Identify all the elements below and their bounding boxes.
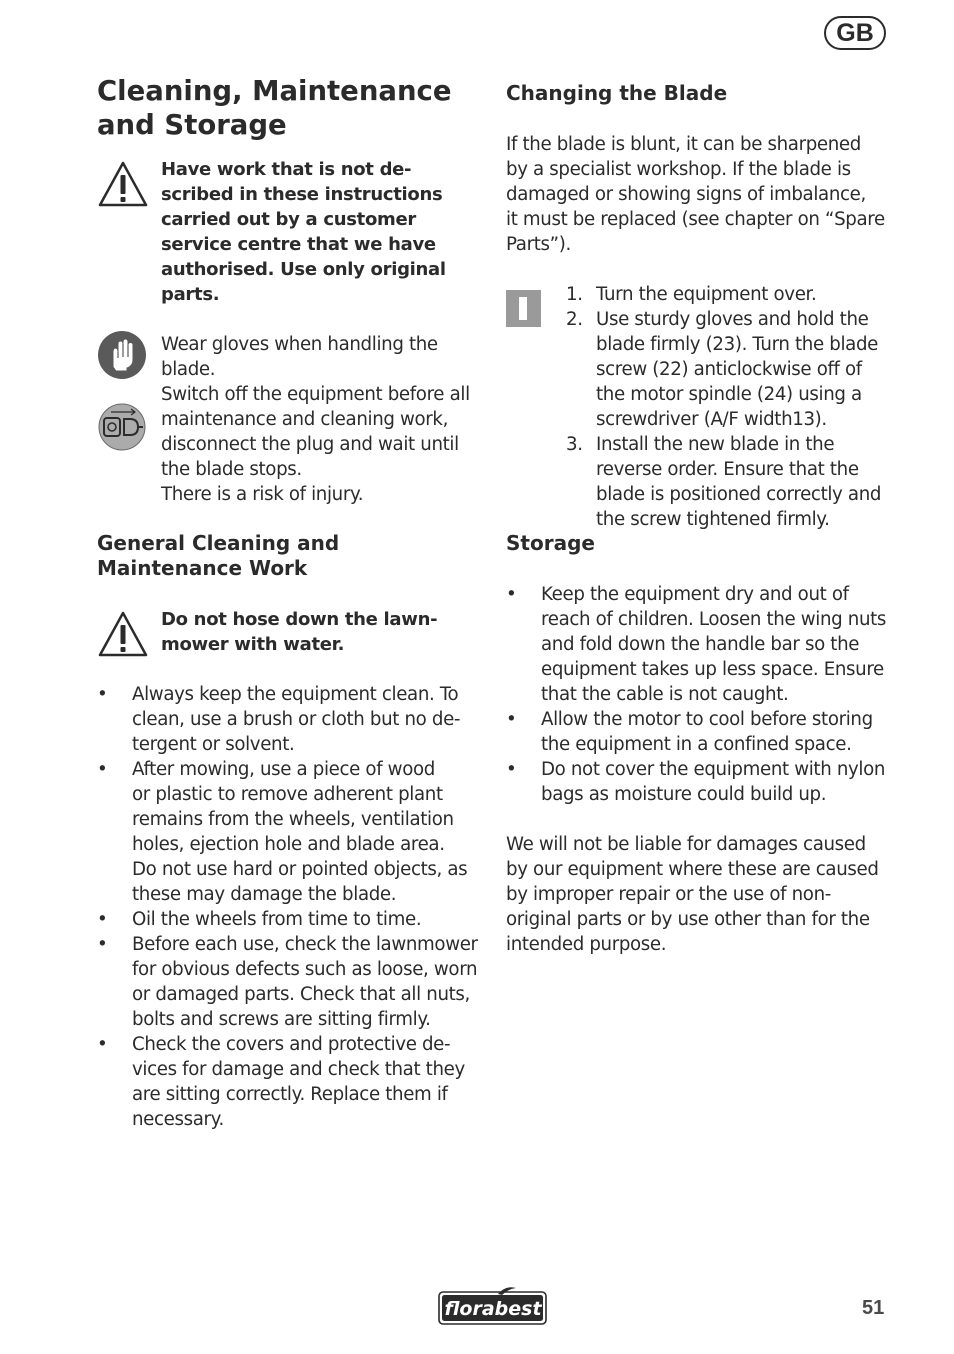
cleaning-bullet-item-line: remains from the wheels, ventilation: [132, 809, 454, 830]
warning-2-line: Do not hose down the lawn-: [161, 609, 438, 630]
step-number: 1.: [566, 284, 583, 305]
gloves-text: [161, 332, 481, 382]
gloves-line: blade.: [161, 359, 216, 380]
blade-step-line: Turn the equipment over.: [596, 284, 817, 305]
blade-step-line: Install the new blade in the: [596, 434, 835, 455]
cleaning-bullet-item-line: vices for damage and check that they: [132, 1059, 465, 1080]
liability-line: intended purpose.: [506, 934, 667, 955]
intro-line: If the blade is blunt, it can be sharpened: [506, 134, 861, 155]
storage-bullet-item-line: • Keep the equipment dry and out of: [541, 584, 849, 605]
cleaning-bullet-item-line: are sitting correctly. Replace them if: [132, 1084, 448, 1105]
storage-heading: Storage: [506, 531, 595, 555]
step-number: 2.: [566, 309, 583, 330]
cleaning-bullet-item: [97, 907, 487, 932]
changing-blade-heading: Changing the Blade: [506, 81, 728, 105]
unplug-line: the blade stops.: [161, 459, 302, 480]
storage-bullet-item-line: • Do not cover the equipment with nylon: [541, 759, 886, 780]
instruction-step-icon: [506, 290, 541, 327]
cleaning-bullet-item-line: Do not use hard or pointed objects, as: [132, 859, 468, 880]
blade-step-item: [566, 307, 896, 432]
blade-step-line: blade is positioned correctly and: [596, 484, 882, 505]
warning-1-line: service centre that we have: [161, 234, 436, 255]
cleaning-bullet-list: [97, 682, 487, 1132]
cleaning-bullet-item-line: • Check the covers and protective de-: [132, 1034, 451, 1055]
florabest-logo: [438, 1286, 548, 1326]
intro-line: damaged or showing signs of imbalance,: [506, 184, 866, 205]
warning-1-line: Have work that is not de-: [161, 159, 412, 180]
general-cleaning-heading: [97, 531, 477, 581]
warning-triangle-icon: [97, 160, 149, 208]
cleaning-bullet-item-line: • Oil the wheels from time to time.: [132, 909, 422, 930]
warning-1-line: carried out by a customer: [161, 209, 416, 230]
blade-step-item: [566, 282, 896, 307]
cleaning-bullet-item-line: • Before each use, check the lawnmower: [132, 934, 478, 955]
cleaning-bullet-item: [97, 932, 487, 1032]
language-badge: GB: [824, 16, 886, 50]
unplug-line: There is a risk of injury.: [161, 484, 364, 505]
warning-1-line: parts.: [161, 284, 220, 305]
blade-step-item: [566, 432, 896, 532]
blade-step-line: Use sturdy gloves and hold the: [596, 309, 869, 330]
cleaning-bullet-item: [97, 682, 487, 757]
blade-step-line: screwdriver (A/F width13).: [596, 409, 827, 430]
blade-step-line: blade firmly (23). Turn the blade: [596, 334, 878, 355]
gloves-icon: [97, 330, 147, 380]
svg-text:florabest: florabest: [444, 1298, 542, 1320]
page-number: 51: [862, 1297, 885, 1319]
storage-bullet-item-line: reach of children. Loosen the wing nuts: [541, 609, 887, 630]
unplug-line: disconnect the plug and wait until: [161, 434, 459, 455]
liability-text: [506, 832, 896, 957]
cleaning-bullet-item-line: for obvious defects such as loose, worn: [132, 959, 478, 980]
cleaning-bullet-item-line: • After mowing, use a piece of wood: [132, 759, 435, 780]
warning-1-line: scribed in these instructions: [161, 184, 443, 205]
cleaning-bullet-item-line: these may damage the blade.: [132, 884, 397, 905]
storage-bullet-item-line: • Allow the motor to cool before storing: [541, 709, 873, 730]
intro-line: by a specialist workshop. If the blade is: [506, 159, 851, 180]
cleaning-bullet-item-line: bolts and screws are sitting firmly.: [132, 1009, 431, 1030]
liability-line: by improper repair or the use of non-: [506, 884, 831, 905]
cleaning-bullet-item-line: tergent or solvent.: [132, 734, 295, 755]
storage-bullet-item: [506, 707, 896, 757]
warning-1-text: [161, 157, 481, 307]
warning-2-text: [161, 607, 481, 657]
storage-bullet-item: [506, 582, 896, 707]
blade-steps-list: [566, 282, 896, 532]
cleaning-bullet-item-line: holes, ejection hole and blade area.: [132, 834, 445, 855]
page-title-text: [97, 74, 477, 142]
page-title: [97, 74, 477, 142]
storage-bullet-item-line: that the cable is not caught.: [541, 684, 789, 705]
blade-step-line: the screw tightened firmly.: [596, 509, 830, 530]
unplug-icon: [97, 403, 147, 451]
unplug-text: [161, 382, 481, 507]
warning-1-line: authorised. Use only original: [161, 259, 446, 280]
intro-line: it must be replaced (see chapter on “Spare: [506, 209, 885, 230]
general-cleaning-heading-line: General Cleaning and: [97, 531, 340, 555]
step-number: 3.: [566, 434, 583, 455]
liability-line: We will not be liable for damages caused: [506, 834, 866, 855]
blade-step-line: reverse order. Ensure that the: [596, 459, 859, 480]
storage-bullet-item-line: equipment takes up less space. Ensure: [541, 659, 884, 680]
blade-step-line: screw (22) anticlockwise off of: [596, 359, 862, 380]
cleaning-bullet-item: [97, 1032, 487, 1132]
cleaning-bullet-item-line: clean, use a brush or cloth but no de-: [132, 709, 461, 730]
warning-2-line: mower with water.: [161, 634, 345, 655]
liability-line: by our equipment where these are caused: [506, 859, 879, 880]
gloves-line: Wear gloves when handling the: [161, 334, 438, 355]
cleaning-bullet-item-line: • Always keep the equipment clean. To: [132, 684, 459, 705]
storage-bullet-item-line: and fold down the handle bar so the: [541, 634, 860, 655]
liability-line: original parts or by use other than for the: [506, 909, 870, 930]
cleaning-bullet-item-line: or damaged parts. Check that all nuts,: [132, 984, 470, 1005]
intro-line: Parts”).: [506, 234, 571, 255]
changing-blade-intro: [506, 132, 896, 257]
page-title-line: and Storage: [97, 109, 287, 141]
storage-bullet-item: [506, 757, 896, 807]
unplug-line: maintenance and cleaning work,: [161, 409, 449, 430]
cleaning-bullet-item-line: or plastic to remove adherent plant: [132, 784, 443, 805]
unplug-line: Switch off the equipment before all: [161, 384, 470, 405]
warning-triangle-icon: [97, 610, 149, 658]
storage-bullet-list: [506, 582, 896, 807]
general-cleaning-heading-line: Maintenance Work: [97, 556, 308, 580]
storage-bullet-item-line: the equipment in a confined space.: [541, 734, 852, 755]
cleaning-bullet-item-line: necessary.: [132, 1109, 224, 1130]
storage-bullet-item-line: bags as moisture could build up.: [541, 784, 827, 805]
blade-step-line: the motor spindle (24) using a: [596, 384, 862, 405]
cleaning-bullet-item: [97, 757, 487, 907]
page-title-line: Cleaning, Maintenance: [97, 75, 452, 107]
